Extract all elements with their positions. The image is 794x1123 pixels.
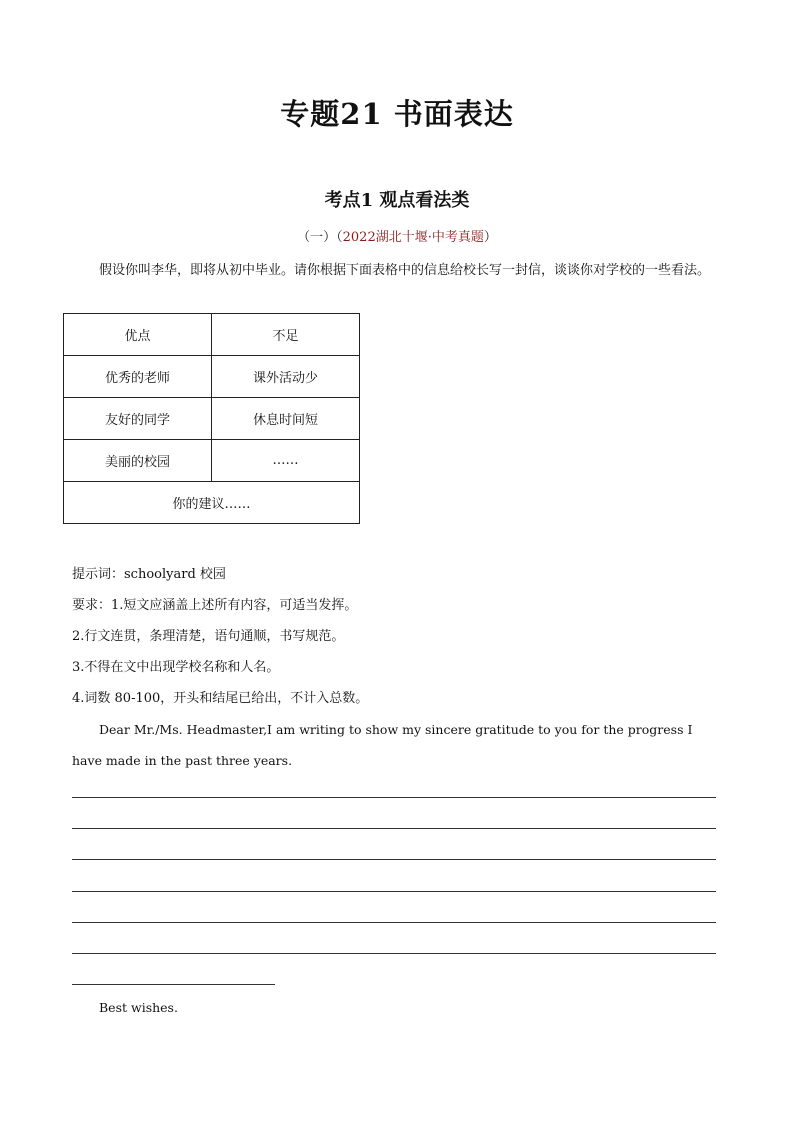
source-suffix: ） — [483, 230, 497, 245]
writing-line[interactable] — [72, 859, 716, 860]
table-header-cell: 优点 — [64, 314, 212, 356]
table-row — [64, 440, 360, 482]
table-header-row — [64, 314, 360, 356]
requirement-line: 4.词数 80-100，开头和结尾已给出，不计入总数。 — [72, 691, 369, 706]
requirement-line: 2.行文连贯，条理清楚，语句通顺，书写规范。 — [72, 629, 345, 644]
table-cell: 课外活动少 — [212, 356, 360, 398]
writing-line[interactable] — [72, 984, 275, 985]
table-row — [64, 356, 360, 398]
table-cell: …… — [212, 440, 360, 482]
source-prefix: （一）（ — [297, 230, 343, 245]
table-cell: 优秀的老师 — [64, 356, 212, 398]
table-cell: 友好的同学 — [64, 398, 212, 440]
writing-line[interactable] — [72, 797, 716, 798]
table-cell: 休息时间短 — [212, 398, 360, 440]
writing-line[interactable] — [72, 953, 716, 954]
requirement-line: 要求：1.短文应涵盖上述所有内容，可适当发挥。 — [72, 598, 358, 613]
table-footer-row — [64, 482, 360, 524]
table-footer-cell: 你的建议…… — [64, 482, 360, 524]
section-title: 考点1 观点看法类 — [324, 190, 470, 211]
table-cell: 美丽的校园 — [64, 440, 212, 482]
table-header-cell: 不足 — [212, 314, 360, 356]
hint-line: 提示词：schoolyard 校园 — [72, 567, 226, 582]
page-title: 专题21 书面表达 — [280, 97, 514, 131]
writing-line[interactable] — [72, 828, 716, 829]
source-text: 2022湖北十堰·中考真题 — [342, 230, 484, 245]
requirement-line: 3.不得在文中出现学校名称和人名。 — [72, 660, 280, 675]
writing-line[interactable] — [72, 891, 716, 892]
table-row — [64, 398, 360, 440]
letter-opening: Dear Mr./Ms. Headmaster,I am writing to show my sincere gratitude to you for the progress I have made in the past three years. — [72, 722, 693, 768]
task-prompt: 假设你叫李华，即将从初中毕业。请你根据下面表格中的信息给校长写一封信，谈谈你对学校的一些看法。 — [99, 263, 711, 278]
closing: Best wishes. — [99, 1000, 178, 1015]
source-line — [0, 226, 794, 245]
writing-line[interactable] — [72, 922, 716, 923]
info-table — [63, 313, 360, 524]
